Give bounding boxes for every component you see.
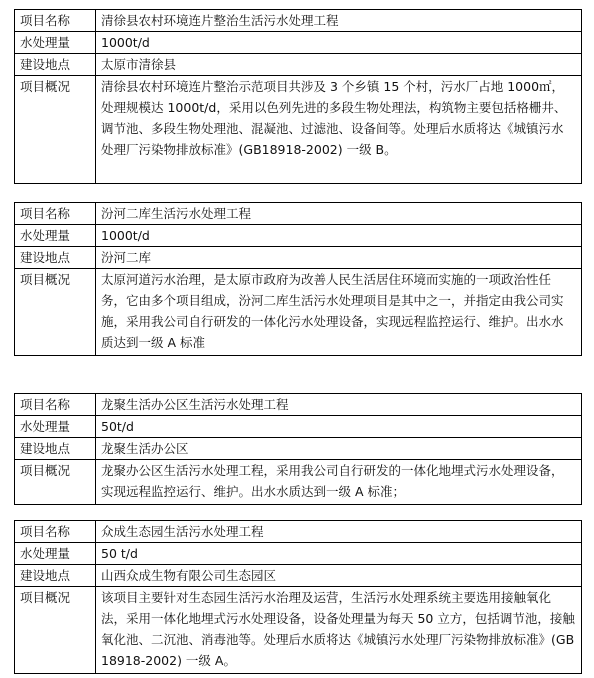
capacity-value: 1000t/d xyxy=(96,225,582,247)
capacity-value: 1000t/d xyxy=(96,32,582,54)
table-row xyxy=(15,543,582,565)
project-table xyxy=(14,393,582,505)
label-location: 建设地点 xyxy=(15,565,96,587)
overview-text: 清徐县农村环境连片整治示范项目共涉及 3 个乡镇 15 个村，污水厂占地 1000㎡，处理规模达 1000t/d，采用以色列先进的多段生物处理法，构筑物主要包括格栅井、调节池、多段生物处理池、混凝池、过滤池、设备间等。处理后水质将达《城镇污水处理厂污染物排放标准》(GB18918-2002) 一级 B。 xyxy=(96,76,582,184)
label-capacity: 水处理量 xyxy=(15,32,96,54)
label-overview: 项目概况 xyxy=(15,269,96,356)
table-row xyxy=(15,54,582,76)
label-project-name: 项目名称 xyxy=(15,10,96,32)
label-location: 建设地点 xyxy=(15,247,96,269)
table-row xyxy=(15,394,582,416)
table-row xyxy=(15,203,582,225)
table-row xyxy=(15,521,582,543)
overview-text: 太原河道污水治理，是太原市政府为改善人民生活居住环境而实施的一项政治性任务，它由多个项目组成，汾河二库生活污水处理项目是其中之一，并指定由我公司实施，采用我公司自行研发的一体化污水处理设备，实现远程监控运行、维护。出水水质达到一级 A 标准 xyxy=(96,269,582,356)
capacity-value: 50 t/d xyxy=(96,543,582,565)
project-name: 众成生态园生活污水处理工程 xyxy=(96,521,582,543)
project-name: 汾河二库生活污水处理工程 xyxy=(96,203,582,225)
table-row xyxy=(15,416,582,438)
location-value: 太原市清徐县 xyxy=(96,54,582,76)
label-overview: 项目概况 xyxy=(15,460,96,505)
label-overview: 项目概况 xyxy=(15,587,96,674)
table-row xyxy=(15,247,582,269)
table-row xyxy=(15,438,582,460)
table-row xyxy=(15,460,582,505)
project-table xyxy=(14,520,582,674)
table-row xyxy=(15,225,582,247)
project-table xyxy=(14,9,582,184)
overview-text: 龙聚办公区生活污水处理工程，采用我公司自行研发的一体化地埋式污水处理设备，实现远程监控运行、维护。出水水质达到一级 A 标准； xyxy=(96,460,582,505)
label-overview: 项目概况 xyxy=(15,76,96,184)
label-project-name: 项目名称 xyxy=(15,521,96,543)
table-row xyxy=(15,565,582,587)
label-location: 建设地点 xyxy=(15,54,96,76)
label-capacity: 水处理量 xyxy=(15,225,96,247)
label-capacity: 水处理量 xyxy=(15,416,96,438)
table-row xyxy=(15,32,582,54)
table-row xyxy=(15,269,582,356)
location-value: 山西众成生物有限公司生态园区 xyxy=(96,565,582,587)
table-row xyxy=(15,10,582,32)
location-value: 汾河二库 xyxy=(96,247,582,269)
project-name: 龙聚生活办公区生活污水处理工程 xyxy=(96,394,582,416)
capacity-value: 50t/d xyxy=(96,416,582,438)
label-project-name: 项目名称 xyxy=(15,394,96,416)
table-row xyxy=(15,76,582,184)
table-row xyxy=(15,587,582,674)
label-project-name: 项目名称 xyxy=(15,203,96,225)
project-name: 清徐县农村环境连片整治生活污水处理工程 xyxy=(96,10,582,32)
overview-text: 该项目主要针对生态园生活污水治理及运营，生活污水处理系统主要选用接触氧化法，采用一体化地埋式污水处理设备，设备处理量为每天 50 立方，包括调节池，接触氧化池、二沉池、消毒池等。处理后水质将达《城镇污水处理厂污染物排放标准》(GB18918-2002) 一级 A。 xyxy=(96,587,582,674)
location-value: 龙聚生活办公区 xyxy=(96,438,582,460)
project-table xyxy=(14,202,582,356)
label-location: 建设地点 xyxy=(15,438,96,460)
label-capacity: 水处理量 xyxy=(15,543,96,565)
